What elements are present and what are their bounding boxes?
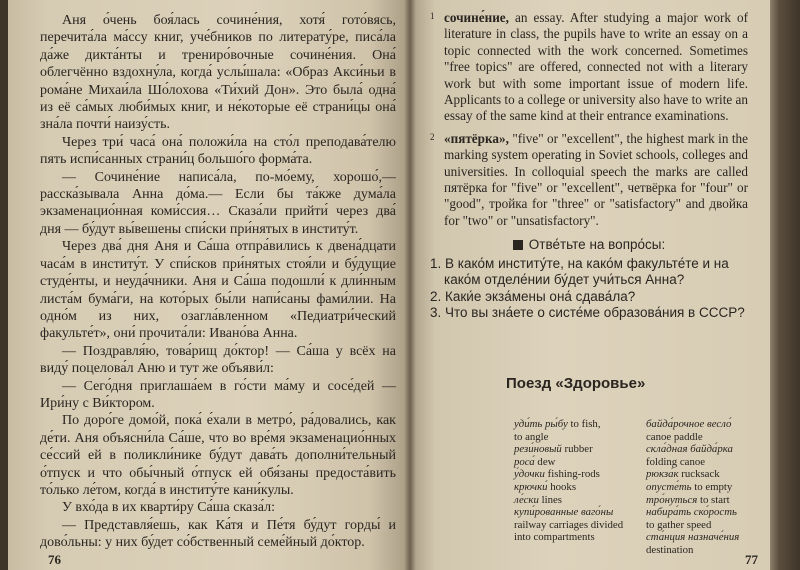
footnote-text: "five" or "excellent", the highest mark in the marking system operating in Soviet schools, colleges and universities. In colloquial speech the marks are called пятёрка for "five" or "excellent", четвёрка for "four" or "good", тройка for "three" or "satisfactory" and двойка for "two" or "unsatisfactory". [444,130,748,228]
vocab-entry [514,494,632,507]
vocab-entry [514,431,632,444]
vocab-russian: у́дочки [514,468,545,481]
vocab-entry [646,531,746,556]
vocab-russian: ле́ски [514,493,539,506]
footnote [430,131,748,229]
right-page [410,0,770,570]
square-bullet-icon [513,240,523,250]
vocabulary-column-2 [646,418,746,557]
vocab-russian: крючки́ [514,481,548,494]
vocabulary-column-1 [514,418,632,557]
vocab-entry [514,443,632,456]
vocab-russian: роса́ [514,455,535,468]
vocab-english: fishing-rods [544,468,600,481]
left-page [8,0,410,570]
question-item: 1. В како́м институ́те, на како́м факульте́те и на како́м отделе́нии бу́дет учи́ться Анна? [430,255,729,288]
page-number-left: 76 [48,551,61,567]
vocab-russian: байда́рочное весло́ [646,418,732,431]
vocab-english: hooks [547,481,577,494]
vocab-english: to fish, [567,418,601,431]
vocab-english: to angle [514,430,549,443]
paragraph: По доро́ге домо́й, пока́ е́хали в метро́, ра́довались, как де́ти. Аня объясни́ла Са́ше, что во вре́мя экзаменацио́нных се́ссий ей в поликли́нике бу́дут дава́ть дополни́тельный о́тпуск и что обы́чный о́тпуск ей обя́заны предоста́вить то́лько ле́том, когда́ в институ́те кани́кулы. [40,413,396,498]
vocab-entry [646,506,746,531]
vocab-english: destination [646,544,694,557]
vocab-english: lines [538,493,562,506]
vocab-english: dew [534,455,556,468]
vocab-russian: набира́ть ско́рость [646,506,737,519]
vocab-entry [646,443,746,468]
vocab-russian: скла́дная байда́рка [646,443,733,456]
questions-heading [430,237,748,253]
vocab-entry [646,494,746,507]
footnote-mark: 1 [430,11,435,21]
vocab-english: canoe paddle [646,430,703,443]
book-edge [770,0,800,570]
vocabulary-list [514,418,748,557]
vocab-english: rucksack [678,468,720,481]
vocab-russian: опусте́ть [646,481,692,494]
vocab-entry [514,481,632,494]
vocab-russian: ста́нция назначе́ния [646,531,740,544]
paragraph: — Представля́ешь, как Ка́тя и Пе́тя бу́дут горды́ и дово́льны: у них бу́дет со́бственный семе́йный до́ктор. [40,517,396,551]
vocab-entry [646,468,746,481]
questions-list [430,256,748,322]
vocab-english: to start [697,493,730,506]
footnote [430,10,748,125]
vocab-russian: уди́ть ры́бу [514,418,568,431]
paragraph: Аня о́чень боя́лась сочине́ния, хотя́ гото́вясь, перечита́ла ма́ссу книг, уче́бников по литерату́ре, писа́ла да́же дикта́нты и трениро́вочные сочине́ния. Она́ облегчённо вздохну́ла, когда́ услы́шала: «Образ Акси́ньи в рома́не Михаи́ла Шо́лохова «Ти́хий Дон». Это была́ одна́ из её са́мых люби́мых книг, и не́которые её страни́цы она́ зна́ла почти́ наизу́сть. [40,13,396,133]
vocab-english: to empty [691,481,733,494]
vocab-entry [646,418,746,443]
paragraph: Через три́ часа́ она́ положи́ла на сто́л преподава́телю пять испи́санных страни́ц большо́го форма́та. [40,134,396,168]
footnote-text: an essay. After studying a major work of literature in class, the pupils have to write an essay on a topic connected with the work concerned. Sometimes "free topics" are offered, connected not with a literary work but with some important issue of modern life. Applicants to a college or university also have to write an essay of the same kind at their entrance examinations. [444,10,748,124]
vocab-english: folding canoe [646,455,706,468]
paragraph: — Сего́дня приглаша́ем в го́сти ма́му и сосе́дей — Ири́ну с Ви́ктором. [40,378,396,411]
vocab-russian: рези́новый [514,443,562,456]
question-item: 3. Что вы зна́ете о систе́ме образова́ния в СССР? [430,305,745,321]
paragraph: У вхо́да в их кварти́ру Са́ша сказа́л: [62,500,276,516]
vocab-entry [514,418,632,431]
questions-heading-text: Отве́тьте на вопро́сы: [528,237,666,253]
paragraph: — Сочине́ние написа́ла, по-мо́ему, хорошо́,— расска́зывала Анна до́ма.— Если бы та́кже дума́ла экзаменацио́нная коми́ссия… Сказа́ли прийти́ через два́ дня — бу́дут вы́вешены спи́ски при́нятых в институ́т. [40,169,396,237]
page-number-right: 77 [745,551,758,567]
vocab-entry [646,481,746,494]
vocab-english: to gather speed [646,518,712,531]
footnote-term: сочине́ние, [444,10,509,25]
vocab-english: railway carriages divided into compartments [514,518,624,544]
vocab-english: rubber [561,443,593,456]
vocab-entry [514,456,632,469]
vocab-russian: купи́рованные ваго́ны [514,506,614,519]
section-title: Поезд «Здоровье» [506,374,646,392]
vocab-entry [514,506,632,544]
vocab-russian: тро́нуться [646,493,698,506]
footnote-term: «пятёрка», [444,130,509,146]
vocab-russian: рюкза́к [646,468,679,481]
question-item: 2. Каки́е экза́мены она́ сдава́ла? [430,288,636,304]
vocab-entry [514,468,632,481]
paragraph: — Поздравля́ю, това́рищ до́ктор! — Са́ша у всёх на виду́ поцелова́л Аню и тут же объяви́л: [40,343,396,377]
footnote-mark: 2 [430,131,435,142]
paragraph: Через два́ дня Аня и Са́ша отпра́вились к двена́дцати часа́м в институ́т. У спи́сков при́нятых стоя́ли и бу́дущие студе́нты, и неуда́чники. Аня и Са́ша подошли́ к дли́нным листа́м бума́ги, на кото́рых бы́ли напи́саны фами́лии. На одно́м из них, озагла́вленном «Педиатри́ческий факульте́т», они́ прочита́ли: Ивано́ва Анна. [40,239,396,342]
